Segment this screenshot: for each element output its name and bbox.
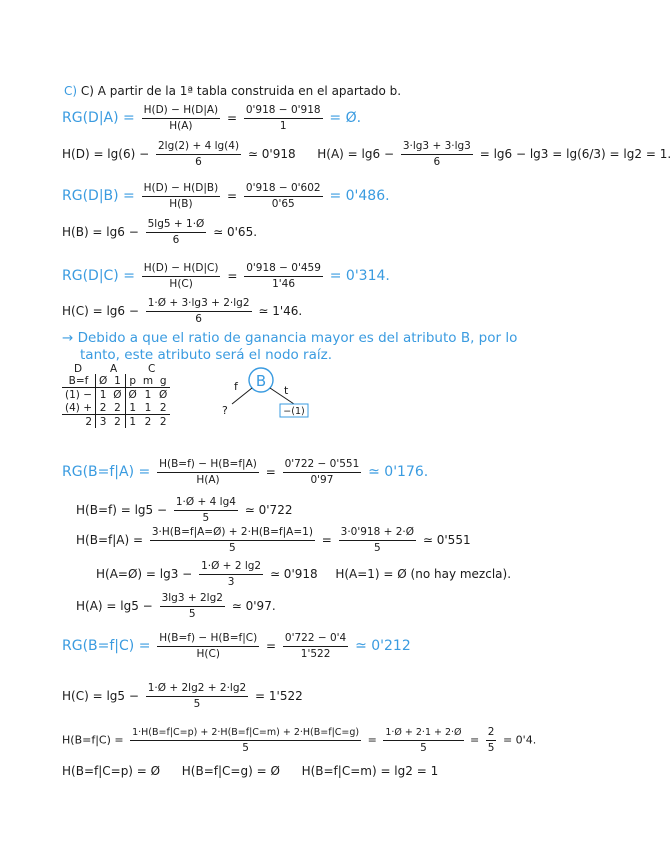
rg-d-a-values: $\frac{0'918 - 0'918}{1}$ — [245, 104, 321, 132]
rg-d-b-result: = 0'486. — [329, 188, 390, 204]
hbfa-line: H(B=f|A) = $\frac{3\cdot H(B=f|A=Ø) + 2\cdot H(B=f|A=1)}{5}$ = $\frac{3\cdot 0'918 + 2\cdot Ø}{5}$ ≃ 0'551 — [76, 526, 471, 554]
rg-bf-a-result: ≃ 0'176. — [368, 464, 429, 480]
table-label-d: D — [74, 363, 83, 375]
rg-d-a-fraction: $\frac{H(D) - H(D|A)}{H(A)}$ — [143, 104, 219, 132]
rg-bf-c-line: RG(B=f|C) = $\frac{H(B=f) - H(B=f|C)}{H(C)}$ = $\frac{0'722 - 0'4}{1'522}$ ≃ 0'212 — [62, 632, 411, 660]
hbfc-line: H(B=f|C) = $\frac{1\cdot H(B=f|C=p) + 2\cdot H(B=f|C=m) + 2\cdot H(B=f|C=g)}{5}$ = $\frac{1\cdot Ø + 2\cdot 1 + 2\cdot Ø}{5}$ = $\frac{2}{5}$ = 0'4. — [62, 726, 537, 754]
tree-root-label: B — [255, 372, 267, 390]
table-label-a: A — [110, 363, 118, 375]
tree-left-branch-label: f — [234, 380, 238, 393]
intro-text: C) C) A partir de la 1ª tabla construida en el apartado b. — [64, 84, 402, 98]
hb-line: H(B) = lg6 − $\frac{5\lg 5 + 1\cdot Ø}{6}$ ≃ 0'65. — [62, 218, 258, 246]
rg-bf-a-line: RG(B=f|A) = $\frac{H(B=f) - H(B=f|A)}{H(A)}$ = $\frac{0'722 - 0'551}{0'97}$ ≃ 0'176. — [62, 458, 429, 486]
tree-left-leaf: ? — [222, 404, 228, 417]
tree-right-edge — [270, 388, 294, 404]
table-label-c: C — [148, 363, 156, 375]
ha0-line: H(A=Ø) = lg3 − $\frac{1\cdot Ø + 2 \lg 2}{3}$ ≃ 0'918 H(A=1) = Ø (no hay mezcla). — [96, 560, 512, 588]
decision-tree — [210, 364, 320, 430]
rg-d-a-result: = Ø. — [329, 110, 362, 126]
table-row: (1) − 1 Ø Ø 1 Ø — [62, 388, 170, 402]
table-header-row: B=f Ø 1 p m g — [62, 374, 170, 388]
conclusion-line-2: tanto, este atributo será el nodo raíz. — [80, 347, 333, 363]
rg-d-c-line: RG(D|C) = $\frac{H(D) - H(D|C)}{H(C)}$ = $\frac{0'918 - 0'459}{1'46}$ = 0'314. — [62, 262, 390, 290]
final-line: H(B=f|C=p) = Ø H(B=f|C=g) = Ø H(B=f|C=m) = lg2 = 1 — [62, 764, 439, 778]
ha-line-2: H(A) = lg5 − $\frac{3\lg 3 + 2\lg 2}{5}$ ≃ 0'97. — [76, 592, 276, 620]
rg-d-a-label: RG(D|A) = — [62, 110, 135, 126]
conclusion-line-1: → Debido a que el ratio de ganancia mayor es del atributo B, por lo — [62, 330, 518, 346]
rg-bf-c-label: RG(B=f|C) = — [62, 638, 151, 654]
rg-d-a-line: RG(D|A) = $\frac{H(D) - H(D|A)}{H(A)}$ = $\frac{0'918 - 0'918}{1}$ = Ø. — [62, 104, 362, 132]
rg-bf-c-result: ≃ 0'212 — [355, 638, 411, 654]
hc-line-2: H(C) = lg5 − $\frac{1\cdot Ø + 2\lg 2 + 2\cdot\lg 2}{5}$ = 1'522 — [62, 682, 303, 710]
section-letter: C) — [64, 84, 78, 98]
rg-d-c-result: = 0'314. — [329, 268, 390, 284]
tree-right-branch-label: t — [284, 384, 289, 397]
rg-bf-a-label: RG(B=f|A) = — [62, 464, 151, 480]
rg-d-b-label: RG(D|B) = — [62, 188, 135, 204]
table-row: (4) + 2 2 1 1 2 — [62, 401, 170, 415]
hd-ha-line: H(D) = lg(6) − $\frac{2\lg(2) + 4 \lg(4)}{6}$ ≃ 0'918 H(A) = lg6 − $\frac{3\cdot\lg 3 + 3\cdot\lg 3}{6}$ = lg6 − lg3 = lg(6/3) = lg2 = 1. — [62, 140, 671, 168]
hbf-line: H(B=f) = lg5 − $\frac{1\cdot Ø + 4 \lg 4}{5}$ ≃ 0'722 — [76, 496, 293, 524]
rg-d-c-label: RG(D|C) = — [62, 268, 135, 284]
tree-right-leaf: −(1) — [283, 406, 305, 417]
rg-d-b-line: RG(D|B) = $\frac{H(D) - H(D|B)}{H(B)}$ = $\frac{0'918 - 0'602}{0'65}$ = 0'486. — [62, 182, 390, 210]
table-totals-row: 2 3 2 1 2 2 — [62, 415, 170, 429]
attribute-table — [62, 374, 170, 428]
hc-line: H(C) = lg6 − $\frac{1\cdot Ø + 3\cdot\lg 3 + 2\cdot\lg 2}{6}$ ≃ 1'46. — [62, 297, 303, 325]
